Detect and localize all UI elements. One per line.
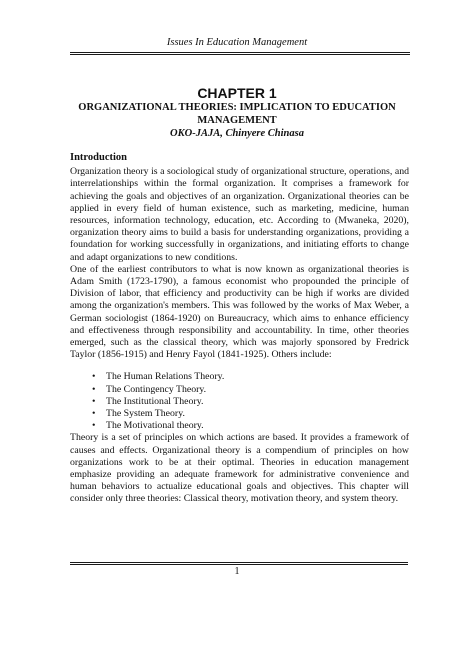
list-item [92, 408, 409, 420]
paragraph-2: One of the earliest contributors to what is now known as organizational theories is Adam Smith (1723-1790), a famous economist who propounded the principle of Division of labor, that efficiency and productivity can be high if works are divided among the organization's members. This was followed by the works of Max Weber, a German sociologist (1864-1920) on Bureaucracy, which aims to enhance efficiency and effectiveness through responsibility and accountability. In time, other theories emerged, such as the classical theory, which was majorly sponsored by Fredrick Taylor (1856-1915) and Henry Fayol (1841-1925). Others include: [70, 263, 409, 361]
chapter-heading: CHAPTER 1 [197, 85, 277, 101]
theories-list [70, 371, 409, 432]
bullet-icon: • [92, 395, 96, 407]
running-header: Issues In Education Management [166, 37, 308, 48]
bullet-icon: • [92, 371, 96, 383]
footer-divider [70, 562, 408, 565]
list-item-text: The Motivational theory. [106, 420, 204, 432]
bullet-icon: • [92, 420, 96, 432]
list-item [92, 384, 409, 396]
paragraph-3: Theory is a set of principles on which actions are based. It provides a framework of causes and effects. Organizational theory is a compendium of principles on how organizations work to be at their optimal. Theories in education management emphasize providing an adequate framework for administrative convenience and human behaviors to actualize educational goals and objectives. This chapter will consider only three theories: Classical theory, motivation theory, and system theory. [70, 432, 409, 505]
list-item-text: The System Theory. [106, 408, 185, 420]
list-item-text: The Human Relations Theory. [106, 371, 225, 383]
list-item [92, 420, 409, 432]
chapter-title-line-1: ORGANIZATIONAL THEORIES: IMPLICATION TO EDUCATION [78, 102, 396, 113]
list-item-text: The Contingency Theory. [106, 383, 207, 395]
list-item [92, 396, 409, 408]
list-item [92, 371, 409, 383]
section-heading: Introduction [70, 152, 127, 163]
bullet-icon: • [92, 383, 96, 395]
paragraph-1: Organization theory is a sociological study of organizational structure, operations, and interrelationships within the formal organization. It comprises a framework for achieving the goals and objectives of an organization. Organizational theories can be applied in every field of human existence, such as marketing, medicine, human resources, information technology, education, etc. According to (Mwaneka, 2020), organization theory aims to build a basis for understanding organizations, providing a foundation for working successfully in organizations, and initiating efforts to change and adapt organizations to new conditions. [70, 166, 409, 263]
header-divider [70, 52, 410, 55]
list-item-text: The Institutional Theory. [106, 395, 204, 407]
bullet-icon: • [92, 408, 96, 420]
chapter-title-line-2: MANAGEMENT [197, 115, 277, 126]
title-block [60, 86, 414, 140]
author-name: OKO-JAJA, Chinyere Chinasa [170, 128, 304, 139]
body-text [70, 152, 409, 506]
page-number: 1 [234, 566, 240, 577]
